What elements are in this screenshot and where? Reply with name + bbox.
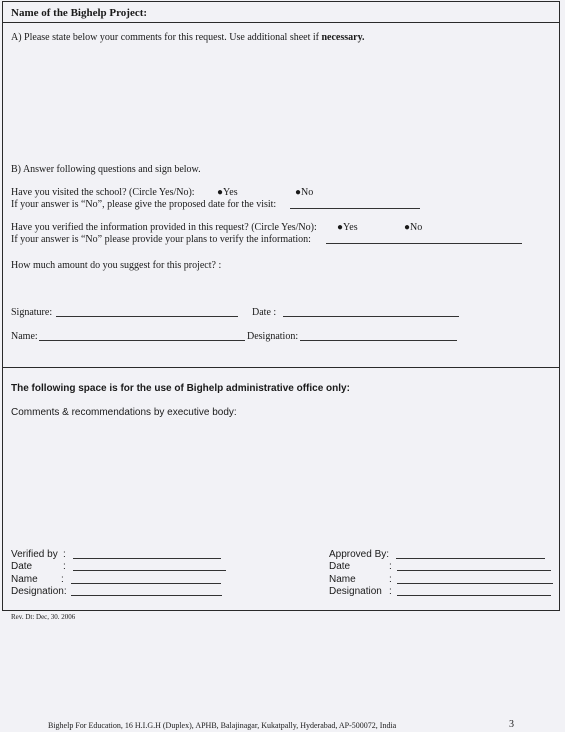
- admin-comments-area[interactable]: [11, 422, 551, 542]
- revision-date: Rev. Dt: Dec, 30. 2006: [11, 613, 76, 621]
- approved-by-label: Approved By:: [329, 549, 390, 560]
- approved-name-field[interactable]: [397, 583, 553, 584]
- admin-date-colon: :: [63, 561, 66, 572]
- admin-name-colon: :: [61, 574, 64, 585]
- approved-designation-colon: :: [389, 586, 392, 597]
- name-field[interactable]: [39, 340, 245, 341]
- admin-divider: [2, 367, 560, 368]
- section-a-comments-area[interactable]: [11, 46, 541, 156]
- q2-yes-option[interactable]: ●Yes: [337, 222, 358, 233]
- approved-name-label: Name: [329, 574, 356, 585]
- admin-date-field[interactable]: [73, 570, 226, 571]
- sign-date-field[interactable]: [283, 316, 459, 317]
- q1-followup: If your answer is “No”, please give the proposed date for the visit:: [11, 199, 277, 210]
- admin-date-label: Date: [11, 561, 33, 572]
- approved-designation-field[interactable]: [397, 595, 551, 596]
- admin-heading: The following space is for the use of Bighelp administrative office only:: [11, 383, 350, 394]
- admin-designation-field[interactable]: [71, 595, 222, 596]
- designation-label: Designation:: [247, 331, 299, 342]
- verified-by-colon: :: [63, 549, 66, 560]
- name-label: Name:: [11, 331, 38, 342]
- section-a-prompt: [11, 32, 365, 44]
- approved-designation-label: Designation: [329, 586, 382, 597]
- q3-amount-question: How much amount do you suggest for this project? :: [11, 260, 222, 271]
- section-b-intro: B) Answer following questions and sign below.: [11, 164, 201, 175]
- signature-label: Signature:: [11, 307, 53, 318]
- q1-question: Have you visited the school? (Circle Yes/No):: [11, 187, 195, 198]
- section-a-prompt-emphasis: necessary.: [321, 32, 365, 43]
- approved-by-field[interactable]: [396, 558, 545, 559]
- q2-no-option[interactable]: ●No: [404, 222, 423, 233]
- admin-comments-label: Comments & recommendations by executive body:: [11, 407, 237, 418]
- signature-field[interactable]: [56, 316, 238, 317]
- admin-name-field[interactable]: [71, 583, 221, 584]
- footer-address: Bighelp For Education, 16 H.I.G.H (Duplex), APHB, Balajinagar, Kukatpally, Hyderabad, AP-500072, India: [48, 721, 397, 730]
- verified-by-field[interactable]: [73, 558, 221, 559]
- q1-visit-date-field[interactable]: [290, 208, 420, 209]
- approved-date-field[interactable]: [397, 570, 551, 571]
- designation-field[interactable]: [300, 340, 457, 341]
- approved-name-colon: :: [389, 574, 392, 585]
- header-divider: [2, 22, 560, 23]
- verified-by-label: Verified by: [11, 549, 58, 560]
- q1-yes-option[interactable]: ●Yes: [217, 187, 238, 198]
- sign-date-label: Date :: [252, 307, 277, 318]
- admin-name-label: Name: [11, 574, 38, 585]
- page-number: 3: [509, 719, 514, 730]
- project-name-heading: Name of the Bighelp Project:: [11, 7, 148, 19]
- approved-date-label: Date: [329, 561, 351, 572]
- q2-followup: If your answer is “No” please provide your plans to verify the information:: [11, 234, 311, 245]
- q2-question: Have you verified the information provided in this request? (Circle Yes/No):: [11, 222, 317, 233]
- approved-date-colon: :: [389, 561, 392, 572]
- q2-verify-plan-field[interactable]: [326, 243, 522, 244]
- q1-no-option[interactable]: ●No: [295, 187, 314, 198]
- section-a-prompt-text: A) Please state below your comments for this request. Use additional sheet if: [11, 32, 322, 43]
- admin-designation-label: Designation:: [11, 586, 67, 597]
- amount-input[interactable]: [220, 258, 520, 274]
